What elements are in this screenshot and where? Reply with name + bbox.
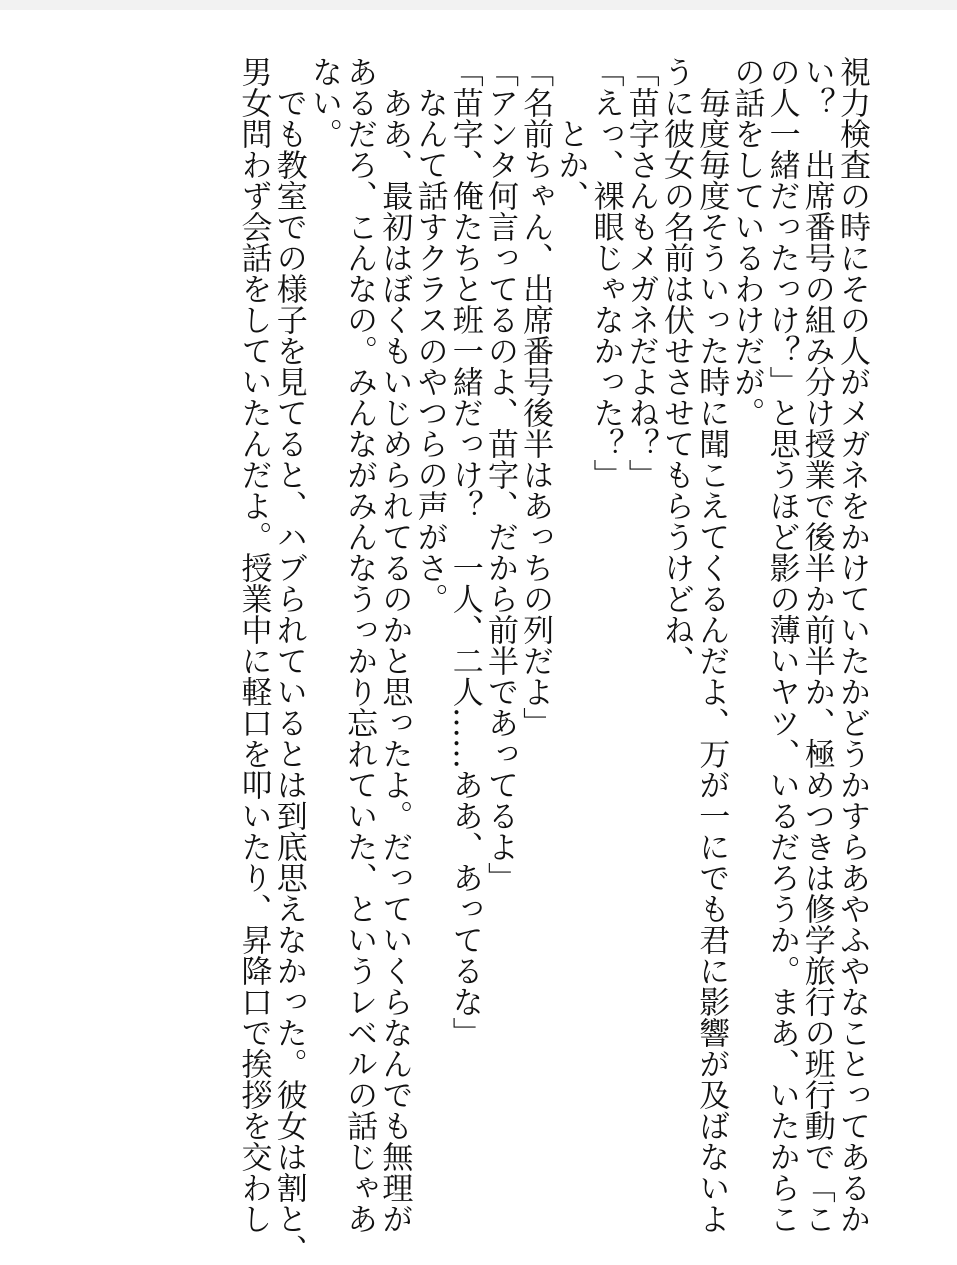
dialogue-line: 「名前ちゃん、出席番号後半はあっちの列だよ」 (517, 56, 554, 738)
text-line: 視力検査の時にその人がメガネをかけていたかどうかすらあやふやなことってあるか (834, 56, 870, 1234)
text-line: の人一緒だったっけ？」と思うほど影の薄いヤツ、いるだろうか。まあ、いたからこ (763, 56, 800, 1234)
vertical-text-page (235, 56, 870, 1265)
text-line: ああ、最初はぼくもいじめられてるのかと思ったよ。だっていくらなんでも無理が (376, 87, 413, 1234)
text-line: うに彼女の名前は伏せさせてもらうけどね、 (657, 56, 694, 676)
dialogue-line: 「アンタ何言ってるのよ、苗字、だから前半であってるよ」 (481, 56, 518, 893)
text-line: なんて話すクラスのやつらの声がさ。 (411, 87, 448, 614)
text-line: でも教室での様子を見てると、ハブられているとは到底思えなかった。彼女は割と、 (270, 87, 307, 1265)
dialogue-line: 「苗字、俺たちと班一緒だっけ？ 一人、二人……ああ、あってるな」 (446, 56, 483, 1048)
dialogue-line: 「えっ、裸眼じゃなかった？」 (587, 56, 624, 490)
top-edge-strip (0, 0, 957, 10)
text-line: ない。 (305, 56, 342, 149)
text-line: あるだろ、こんなの。みんながみんなうっかり忘れていた、というレベルの話じゃあ (341, 56, 378, 1234)
text-line: い？ 出席番号の組み分け授業で後半か前半か、極めつきは修学旅行の班行動で「こ (798, 56, 835, 1234)
text-line: 毎度毎度そういった時に聞こえてくるんだよ、万が一にでも君に影響が及ばないよ (693, 87, 730, 1234)
text-line: の話をしているわけだが。 (728, 56, 765, 428)
dialogue-line: 「苗字さんもメガネだよね？」 (622, 56, 659, 490)
text-line: とか、 (552, 118, 589, 211)
text-line: 男女問わず会話をしていたんだよ。授業中に軽口を叩いたり、昇降口で挨拶を交わし (235, 56, 272, 1234)
